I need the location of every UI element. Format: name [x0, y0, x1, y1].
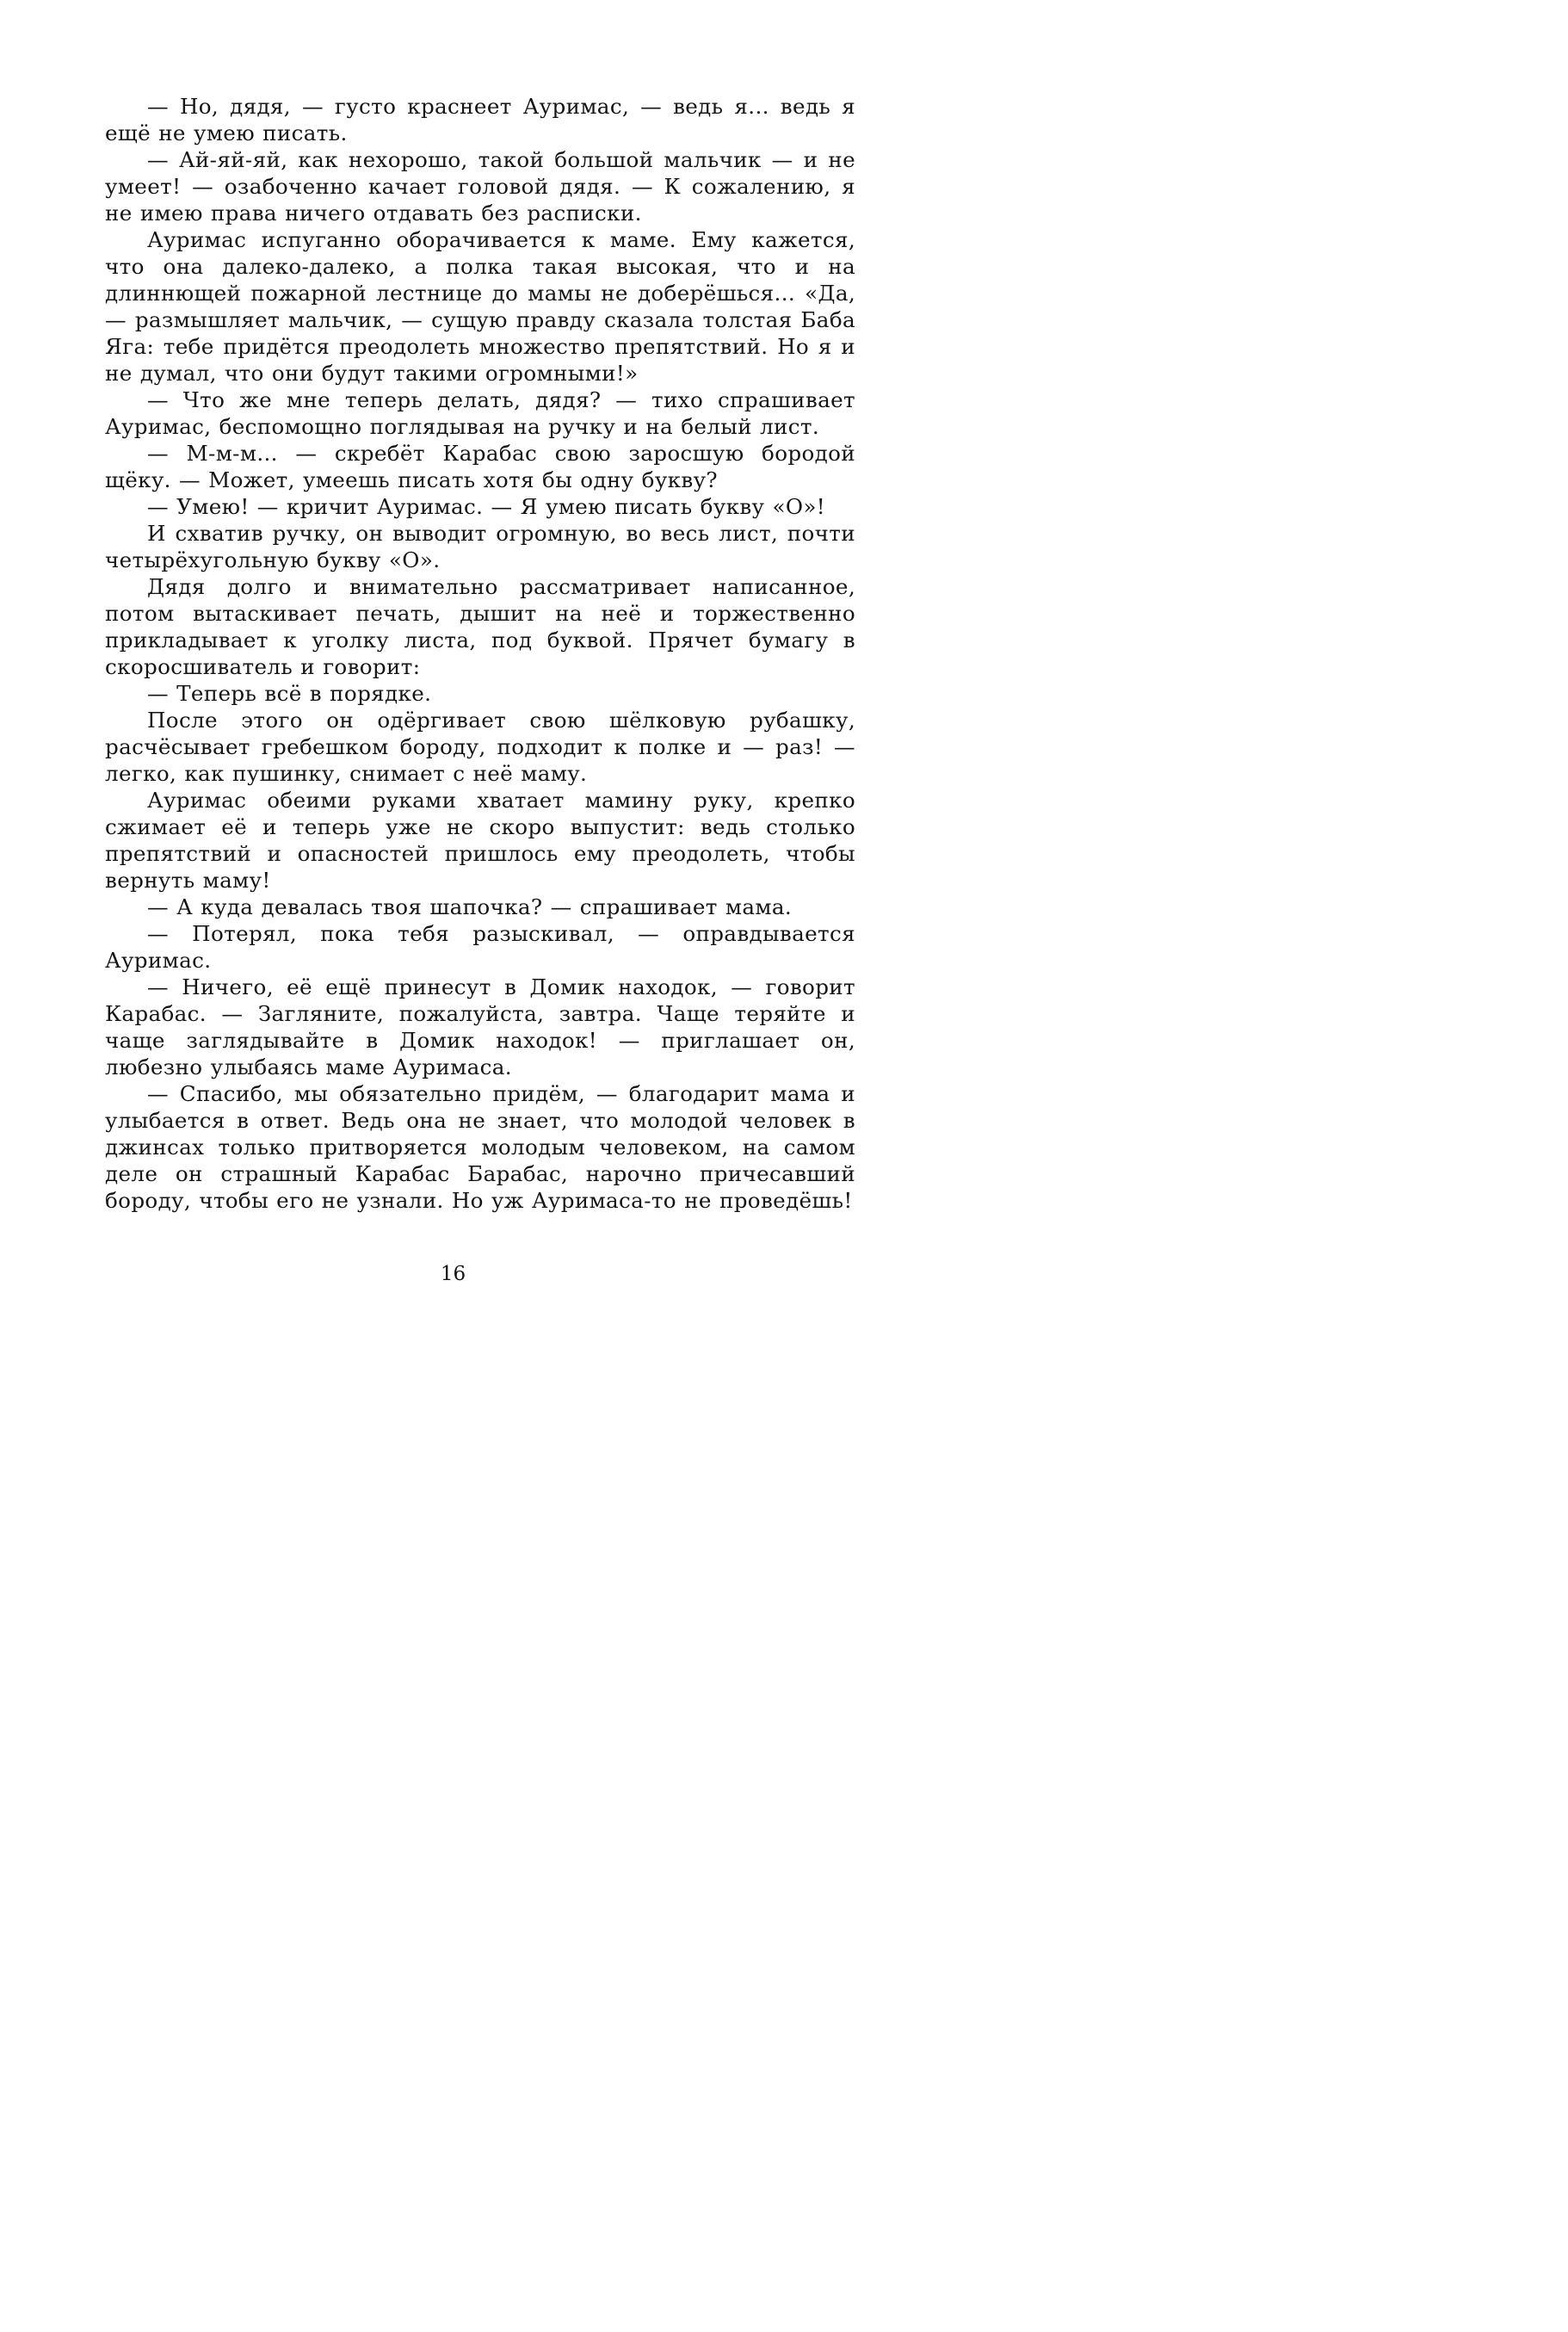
paragraph: — Умею! — кричит Ауримас. — Я умею писать букву «О»!: [147, 494, 826, 519]
paragraph: — Теперь всё в порядке.: [147, 681, 432, 706]
book-page: [0, 0, 906, 1347]
page-number: 16: [440, 1263, 466, 1285]
paragraph: И схватив ручку, он выводит огромную, во весь лист, почти четырёхугольную букву «О».: [105, 521, 855, 572]
paragraph: Ауримас испуганно оборачивается к маме. Ему кажется, что она далеко-далеко, а полка такая высокая, что и на длиннющей пожарной лестнице до мамы не доберёшься... «Да, — размышляет мальчик, — сущую правду сказала толстая Баба Яга: тебе придётся преодолеть множество препятствий. Но я и не думал, что они будут такими огромными!»: [105, 227, 855, 386]
story-text: [105, 93, 855, 1214]
paragraph: — А куда девалась твоя шапочка? — спрашивает мама.: [147, 894, 793, 919]
paragraph: — Что же мне теперь делать, дядя? — тихо спрашивает Ауримас, беспомощно поглядывая на ручку и на белый лист.: [105, 387, 855, 439]
paragraph: — Спасибо, мы обязательно придём, — благодарит мама и улыбается в ответ. Ведь она не знает, что молодой человек в джинсах только притворяется молодым человеком, на самом деле он страшный Карабас Барабас, нарочно причесавший бороду, чтобы его не узнали. Но уж Ауримаса-то не проведёшь!: [105, 1081, 855, 1213]
paragraph: — Но, дядя, — густо краснеет Ауримас, — ведь я... ведь я ещё не умею писать.: [105, 94, 855, 145]
paragraph: — Ничего, её ещё принесут в Домик находок, — говорит Карабас. — Загляните, пожалуйста, завтра. Чаще теряйте и чаще заглядывайте в Домик находок! — приглашает он, любезно улыбаясь маме Ауримаса.: [105, 974, 855, 1079]
paragraph: — Ай-яй-яй, как нехорошо, такой большой мальчик — и не умеет! — озабоченно качает головой дядя. — К сожалению, я не имею права ничего отдавать без расписки.: [105, 147, 855, 226]
paragraph: После этого он одёргивает свою шёлковую рубашку, расчёсывает гребешком бороду, подходит к полке и — раз! — легко, как пушинку, снимает с неё маму.: [105, 708, 855, 786]
paragraph: — М-м-м... — скребёт Карабас свою заросшую бородой щёку. — Может, умеешь писать хотя бы одну букву?: [105, 441, 855, 492]
paragraph: Дядя долго и внимательно рассматривает написанное, потом вытаскивает печать, дышит на неё и торжественно прикладывает к уголку листа, под буквой. Прячет бумагу в скоросшиватель и говорит:: [105, 574, 855, 679]
paragraph: Ауримас обеими руками хватает мамину руку, крепко сжимает её и теперь уже не скоро выпустит: ведь столько препятствий и опасностей пришлось ему преодолеть, чтобы вернуть маму!: [105, 788, 855, 893]
paragraph: — Потерял, пока тебя разыскивал, — оправдывается Ауримас.: [105, 921, 855, 973]
